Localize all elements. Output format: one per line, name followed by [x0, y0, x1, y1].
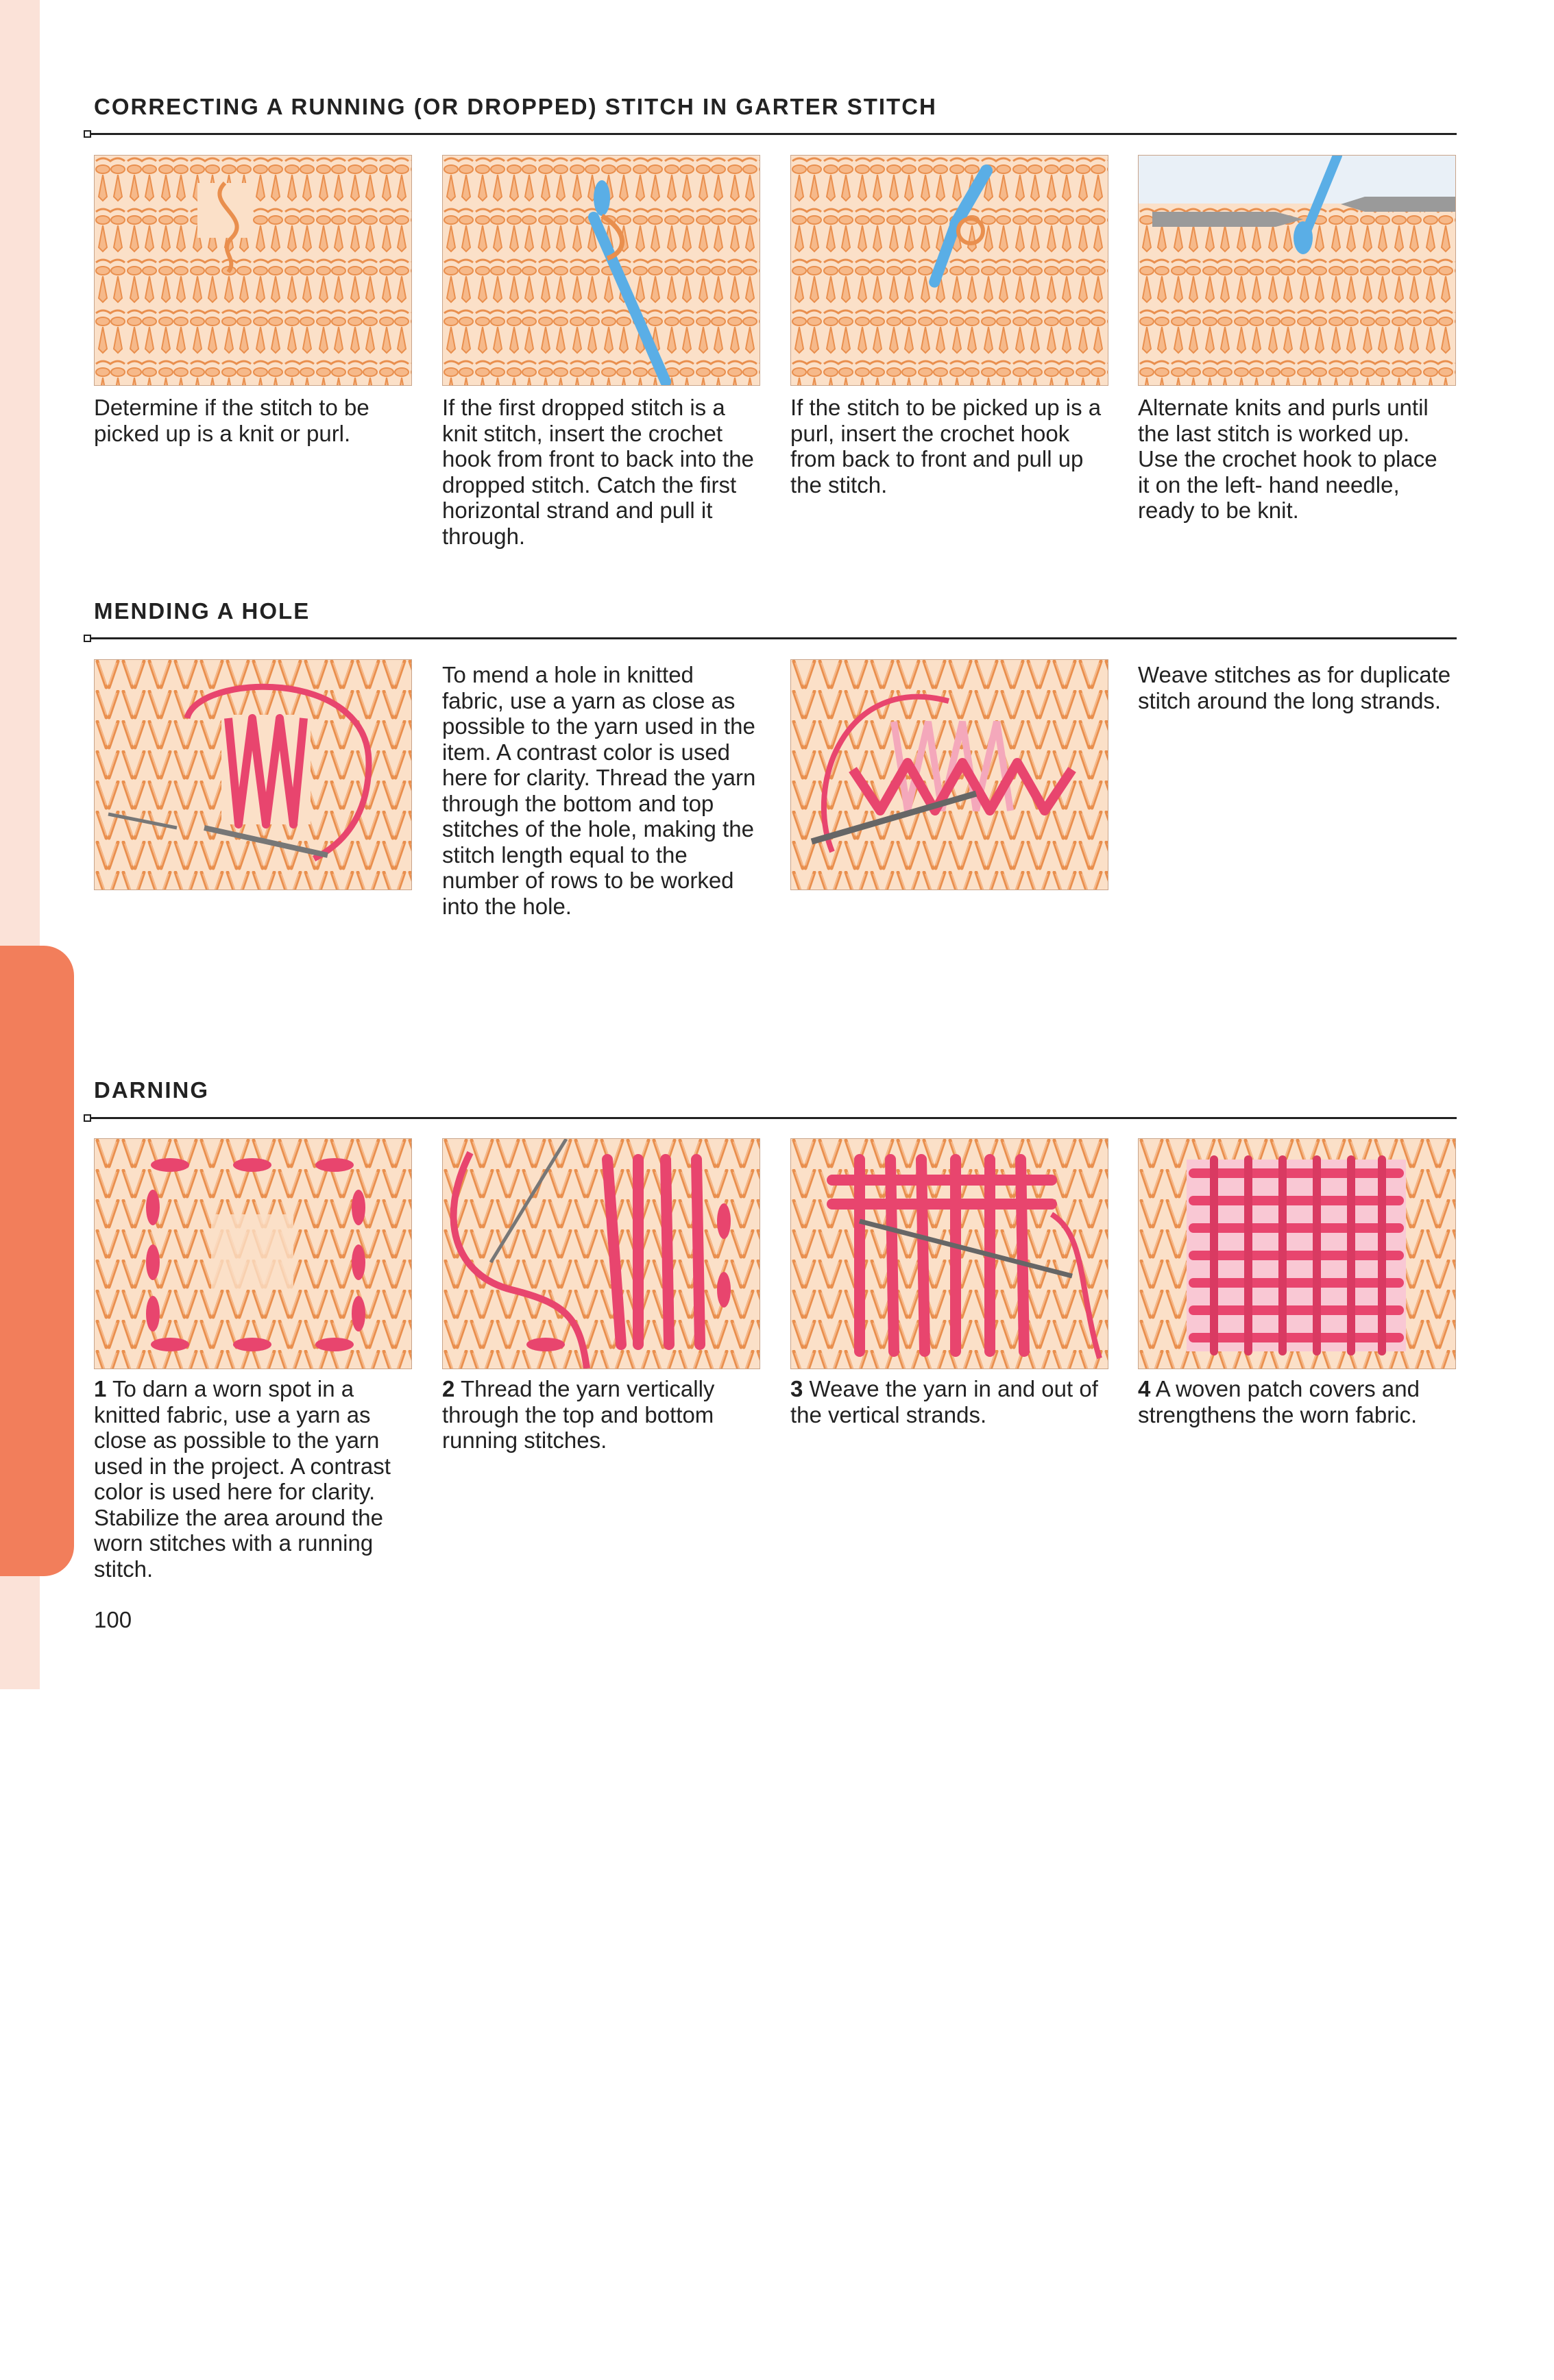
illustration-darning-1	[94, 1138, 412, 1369]
page-number: 100	[94, 1607, 132, 1632]
caption-hole-1: To mend a hole in knitted fabric, use a yarn as close as possible to the yarn used in the item. A contrast color is used here for clarity. Thread the yarn through the bottom and top stitches of the hole, making the stitch length equal to the number of rows to be worked into the hole.	[442, 662, 756, 919]
heading-running-stitch: CORRECTING A RUNNING (OR DROPPED) STITCH IN GARTER STITCH	[94, 94, 937, 119]
caption-running-2: If the first dropped stitch is a knit stitch, insert the crochet hook from front to back into the dropped stitch. Catch the first horizontal strand and pull it through.	[442, 395, 754, 549]
step-text: To darn a worn spot in a knitted fabric, use a yarn as close as possible to the yarn used in the project. A contrast color is used here for clarity. Stabilize the area around the worn stitches with a running stitch.	[94, 1376, 391, 1582]
caption-running-3: If the stitch to be picked up is a purl, insert the crochet hook from back to front and pull up the stitch.	[790, 395, 1102, 498]
caption-darning-1	[94, 1376, 411, 1582]
caption-darning-4	[1138, 1376, 1455, 1427]
illustration-darning-3	[790, 1138, 1108, 1369]
step-number: 4	[1138, 1376, 1151, 1401]
illustration-running-2	[442, 155, 760, 386]
step-text: Weave the yarn in and out of the vertical strands.	[790, 1376, 1098, 1427]
section-rule	[84, 1117, 1457, 1119]
heading-mending-hole: MENDING A HOLE	[94, 598, 311, 624]
section-rule	[84, 133, 1457, 135]
illustration-running-4	[1138, 155, 1456, 386]
illustration-running-1	[94, 155, 412, 386]
step-number: 2	[442, 1376, 455, 1401]
chapter-tab	[0, 946, 74, 2380]
illustration-darning-2	[442, 1138, 760, 1369]
caption-running-1: Determine if the stitch to be picked up is a knit or purl.	[94, 395, 369, 446]
step-text: A woven patch covers and strengthens the worn fabric.	[1138, 1376, 1420, 1427]
step-text: Thread the yarn vertically through the top and bottom running stitches.	[442, 1376, 715, 1453]
illustration-hole-1	[94, 659, 412, 890]
caption-running-4: Alternate knits and purls until the last stitch is worked up. Use the crochet hook to place it on the left- hand needle, ready to be knit.	[1138, 395, 1437, 523]
heading-darning: DARNING	[94, 1077, 209, 1103]
caption-darning-3	[790, 1376, 1107, 1427]
illustration-darning-4	[1138, 1138, 1456, 1369]
illustration-running-3	[790, 155, 1108, 386]
chapter-label: 4 CORRECTING ERRORS	[23, 2033, 50, 2380]
caption-darning-2	[442, 1376, 759, 1453]
caption-hole-2: Weave stitches as for duplicate stitch around the long strands.	[1138, 662, 1451, 713]
step-number: 3	[790, 1376, 803, 1401]
section-rule	[84, 637, 1457, 639]
illustration-hole-2	[790, 659, 1108, 890]
step-number: 1	[94, 1376, 107, 1401]
